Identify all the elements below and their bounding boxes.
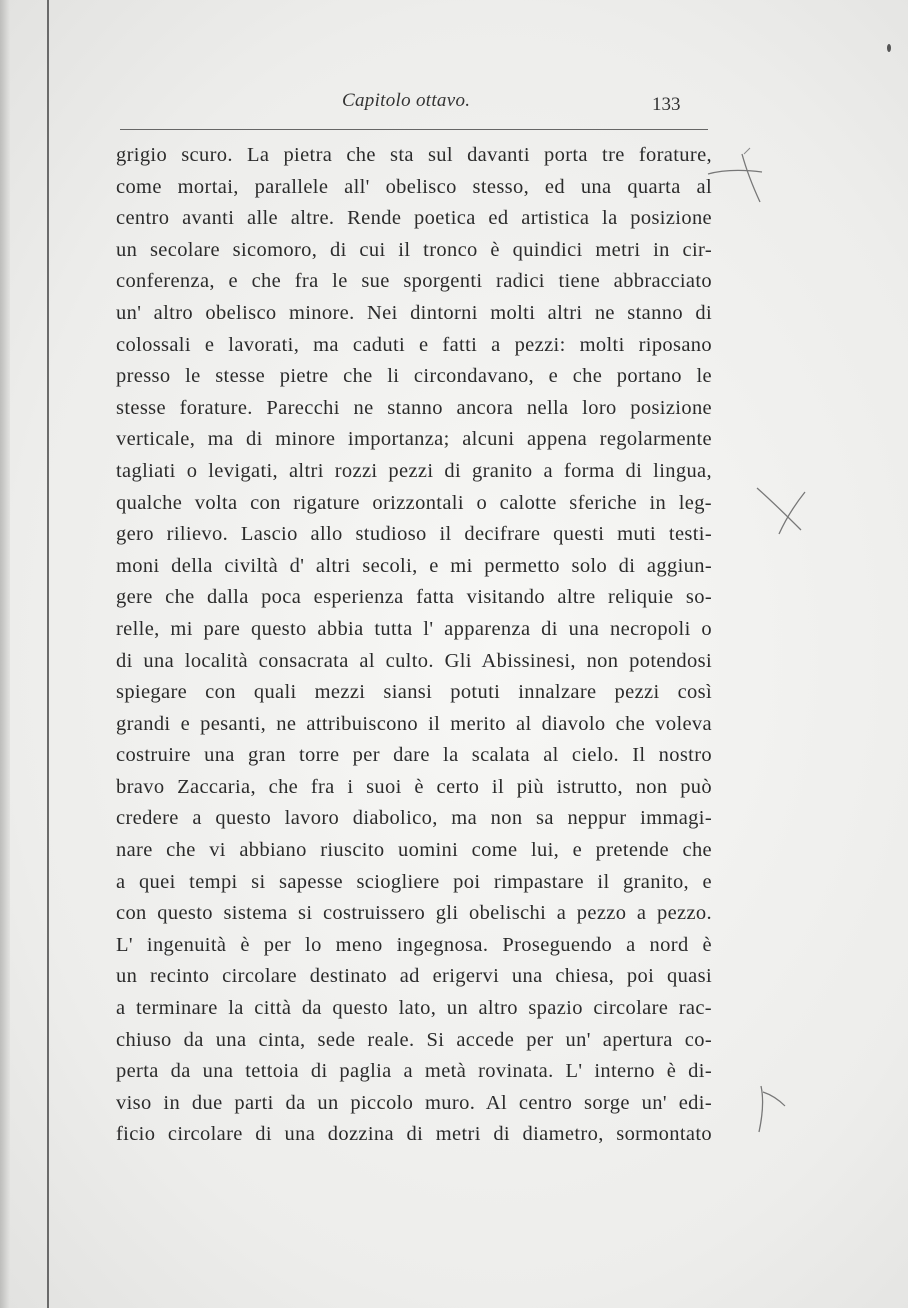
text-line: grandi e pesanti, ne attribuiscono il merito al diavolo che voleva <box>116 712 712 735</box>
text-line: presso le stesse pietre che li circondavano, e che portano le <box>116 365 712 388</box>
text-line: con questo sistema si costruissero gli obelischi a pezzo a pezzo. <box>116 902 712 925</box>
text-line: come mortai, parallele all' obelisco stesso, ed una quarta al <box>116 175 712 198</box>
text-line: un recinto circolare destinato ad erigervi una chiesa, poi quasi <box>116 965 712 988</box>
text-line: viso in due parti da un piccolo muro. Al centro sorge un' edi- <box>116 1091 712 1114</box>
text-line: bravo Zaccaria, che fra i suoi è certo il più istrutto, non può <box>116 775 712 798</box>
text-line: a quei tempi si sapesse sciogliere poi rimpastare il granito, e <box>116 870 712 893</box>
text-line: tagliati o levigati, altri rozzi pezzi di granito a forma di lingua, <box>116 459 712 482</box>
header-rule <box>120 129 708 130</box>
text-line: gere che dalla poca esperienza fatta visitando altre reliquie so- <box>116 586 712 609</box>
running-title: Capitolo ottavo. <box>342 90 471 111</box>
text-line: colossali e lavorati, ma caduti e fatti a pezzi: molti riposano <box>116 333 712 356</box>
text-line: stesse forature. Parecchi ne stanno ancora nella loro posizione <box>116 396 712 419</box>
binding-gutter <box>0 0 10 1308</box>
text-line: un' altro obelisco minore. Nei dintorni molti altri ne stanno di <box>116 301 712 324</box>
text-line: spiegare con quali mezzi siansi potuti innalzare pezzi così <box>116 681 712 704</box>
text-line: un secolare sicomoro, di cui il tronco è quindici metri in cir- <box>116 238 712 261</box>
gutter-rule <box>47 0 49 1308</box>
body-text <box>116 140 712 1151</box>
text-line: grigio scuro. La pietra che sta sul davanti porta tre forature, <box>116 144 712 166</box>
text-line: gero rilievo. Lascio allo studioso il decifrare questi muti testi- <box>116 523 712 546</box>
page-number: 133 <box>652 94 681 115</box>
text-line: a terminare la città da questo lato, un altro spazio circolare rac- <box>116 997 712 1020</box>
page-header <box>120 86 710 116</box>
text-line: chiuso da una cinta, sede reale. Si accede per un' apertura co- <box>116 1028 712 1051</box>
text-line: verticale, ma di minore importanza; alcuni appena regolarmente <box>116 428 712 451</box>
text-line: credere a questo lavoro diabolico, ma non sa neppur immagi- <box>116 807 712 830</box>
text-line: costruire una gran torre per dare la scalata al cielo. Il nostro <box>116 744 712 767</box>
text-line: nare che vi abbiano riuscito uomini come lui, e pretende che <box>116 839 712 862</box>
text-line: conferenza, e che fra le sue sporgenti radici tiene abbracciato <box>116 270 712 293</box>
text-line: moni della civiltà d' altri secoli, e mi permetto solo di aggiun- <box>116 554 712 577</box>
text-line: ficio circolare di una dozzina di metri di diametro, sormontato <box>116 1123 712 1146</box>
text-line: centro avanti alle altre. Rende poetica ed artistica la posizione <box>116 207 712 230</box>
text-line: L' ingenuità è per lo meno ingegnosa. Proseguendo a nord è <box>116 933 712 956</box>
text-line: di una località consacrata al culto. Gli Abissinesi, non potendosi <box>116 649 712 672</box>
text-line: relle, mi pare questo abbia tutta l' apparenza di una necropoli o <box>116 617 712 640</box>
text-line: perta da una tettoia di paglia a metà rovinata. L' interno è di- <box>116 1060 712 1083</box>
text-line: qualche volta con rigature orizzontali o calotte sferiche in leg- <box>116 491 712 514</box>
